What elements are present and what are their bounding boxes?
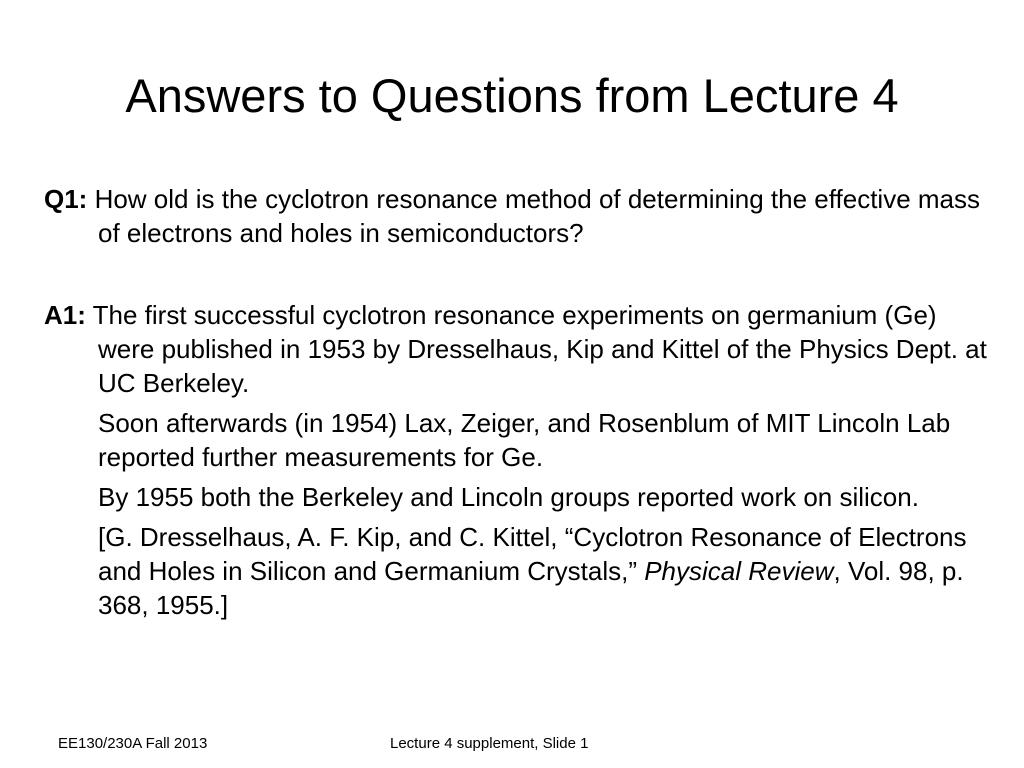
spacer [44,250,994,298]
citation-authors-title: [G. Dresselhaus, A. F. Kip, and C. Kittel, “Cyclotron Resonance of Electrons and Holes in Silicon and Germanium Crystals,” [98,522,967,586]
citation-journal: Physical Review [644,556,834,586]
footer-slide-label: Lecture 4 supplement, Slide 1 [390,735,589,752]
question-text: How old is the cyclotron resonance method of determining the effective mass of electrons and holes in semiconductors? [87,184,980,248]
answer-a1 [44,298,994,400]
question-label: Q1: [44,184,88,214]
answer-label: A1: [44,300,86,330]
answer-paragraph-silicon: By 1955 both the Berkeley and Lincoln groups reported work on silicon. [98,482,919,512]
answer-citation [44,520,994,622]
answer-text: The first successful cyclotron resonance experiments on germanium (Ge) were published in 1953 by Dresselhaus, Kip and Kittel of the Physics Dept. at UC Berkeley. [85,300,987,398]
slide-title: Answers to Questions from Lecture 4 [125,69,899,122]
footer-course: EE130/230A Fall 2013 [58,735,208,752]
slide-body [44,182,994,622]
question-q1 [44,182,994,250]
citation-details: , Vol. 98, p. 368, 1955.] [98,556,964,620]
answer-paragraph-lincoln: Soon afterwards (in 1954) Lax, Zeiger, and Rosenblum of MIT Lincoln Lab reported further measurements for Ge. [98,408,951,472]
